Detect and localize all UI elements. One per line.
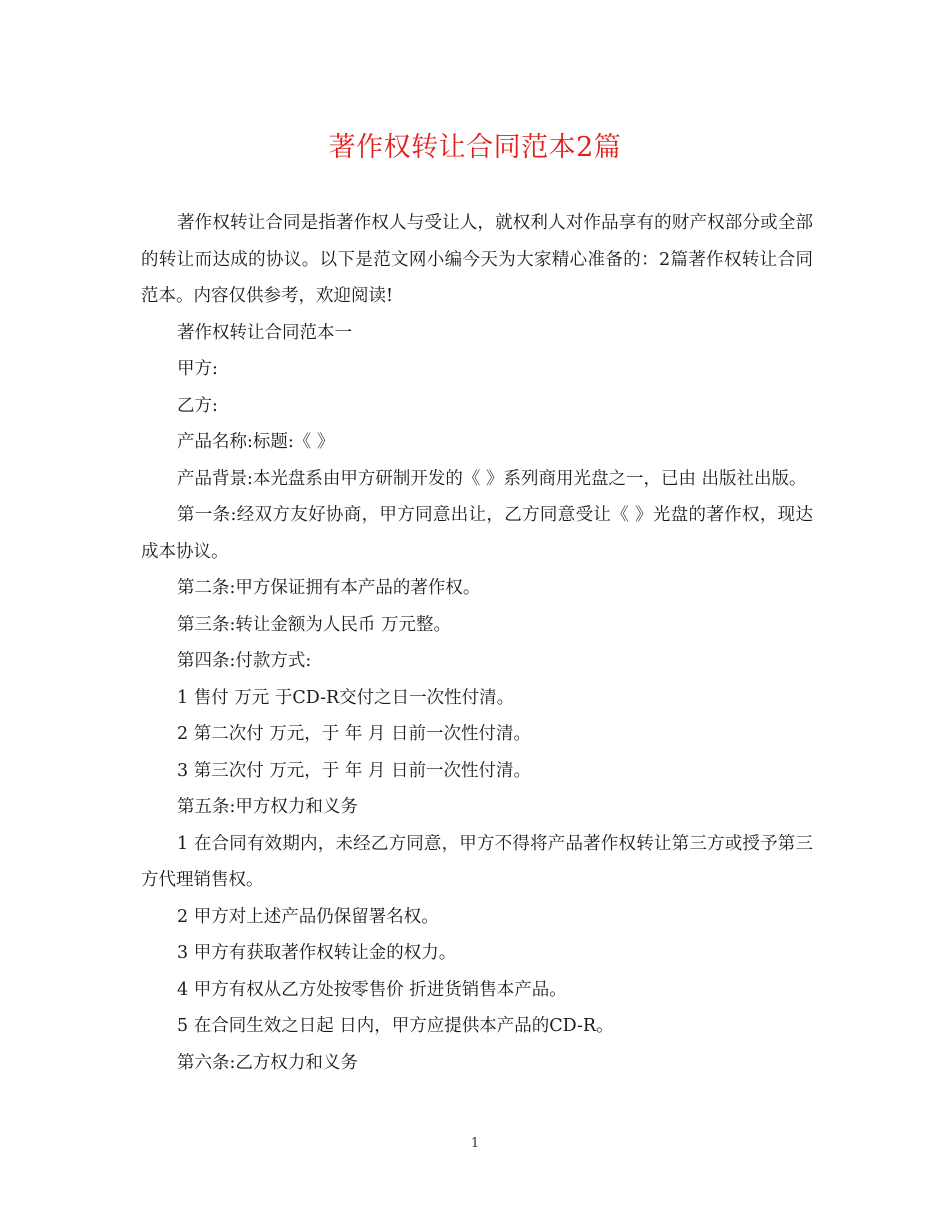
party-a-right-5: 5 在合同生效之日起 日内，甲方应提供本产品的CD-R。 <box>177 1016 614 1036</box>
clause-2-paragraph: 第二条:甲方保证拥有本产品的著作权。 <box>177 578 481 598</box>
section-heading: 著作权转让合同范本一 <box>177 322 352 343</box>
payment-item-3: 3 第三次付 万元，于 年 月 日前一次性付清。 <box>177 760 531 781</box>
party-a-line: 甲方: <box>177 359 218 379</box>
payment-item-1: 1 售付 万元 于CD-R交付之日一次性付清。 <box>177 687 515 708</box>
party-a-right-4: 4 甲方有权从乙方处按零售价 折进货销售本产品。 <box>177 979 567 1000</box>
clause-5-heading: 第五条:甲方权力和义务 <box>177 797 358 817</box>
party-a-right-3: 3 甲方有获取著作权转让金的权力。 <box>177 943 457 963</box>
intro-paragraph: 著作权转让合同是指著作权人与受让人，就权利人对作品享有的财产权部分或全部的转让而达成的协议。以下是范文网小编今天为大家精心准备的：2篇著作权转让合同范本。内容仅供参考，欢迎阅读! <box>141 213 813 306</box>
document-body <box>141 205 813 1081</box>
page-number: 1 <box>470 1136 480 1151</box>
clause-3-paragraph: 第三条:转让金额为人民币 万元整。 <box>177 614 451 635</box>
product-name-line: 产品名称:标题:《 》 <box>177 432 335 452</box>
party-a-right-2: 2 甲方对上述产品仍保留署名权。 <box>177 906 439 927</box>
clause-1-paragraph: 第一条:经双方友好协商，甲方同意出让，乙方同意受让《 》光盘的著作权，现达成本协议。 <box>141 505 813 562</box>
clause-6-heading: 第六条:乙方权力和义务 <box>177 1052 358 1073</box>
product-background-paragraph: 产品背景:本光盘系由甲方研制开发的《 》系列商用光盘之一，已由 出版社出版。 <box>177 468 807 489</box>
document-title: 著作权转让合同范本2篇 <box>328 132 622 163</box>
party-b-line: 乙方: <box>177 395 218 416</box>
payment-item-2: 2 第二次付 万元，于 年 月 日前一次性付清。 <box>177 724 531 744</box>
clause-4-heading: 第四条:付款方式: <box>177 651 312 671</box>
party-a-right-1: 1 在合同有效期内，未经乙方同意，甲方不得将产品著作权转让第三方或授予第三方代理销售权。 <box>141 833 813 890</box>
